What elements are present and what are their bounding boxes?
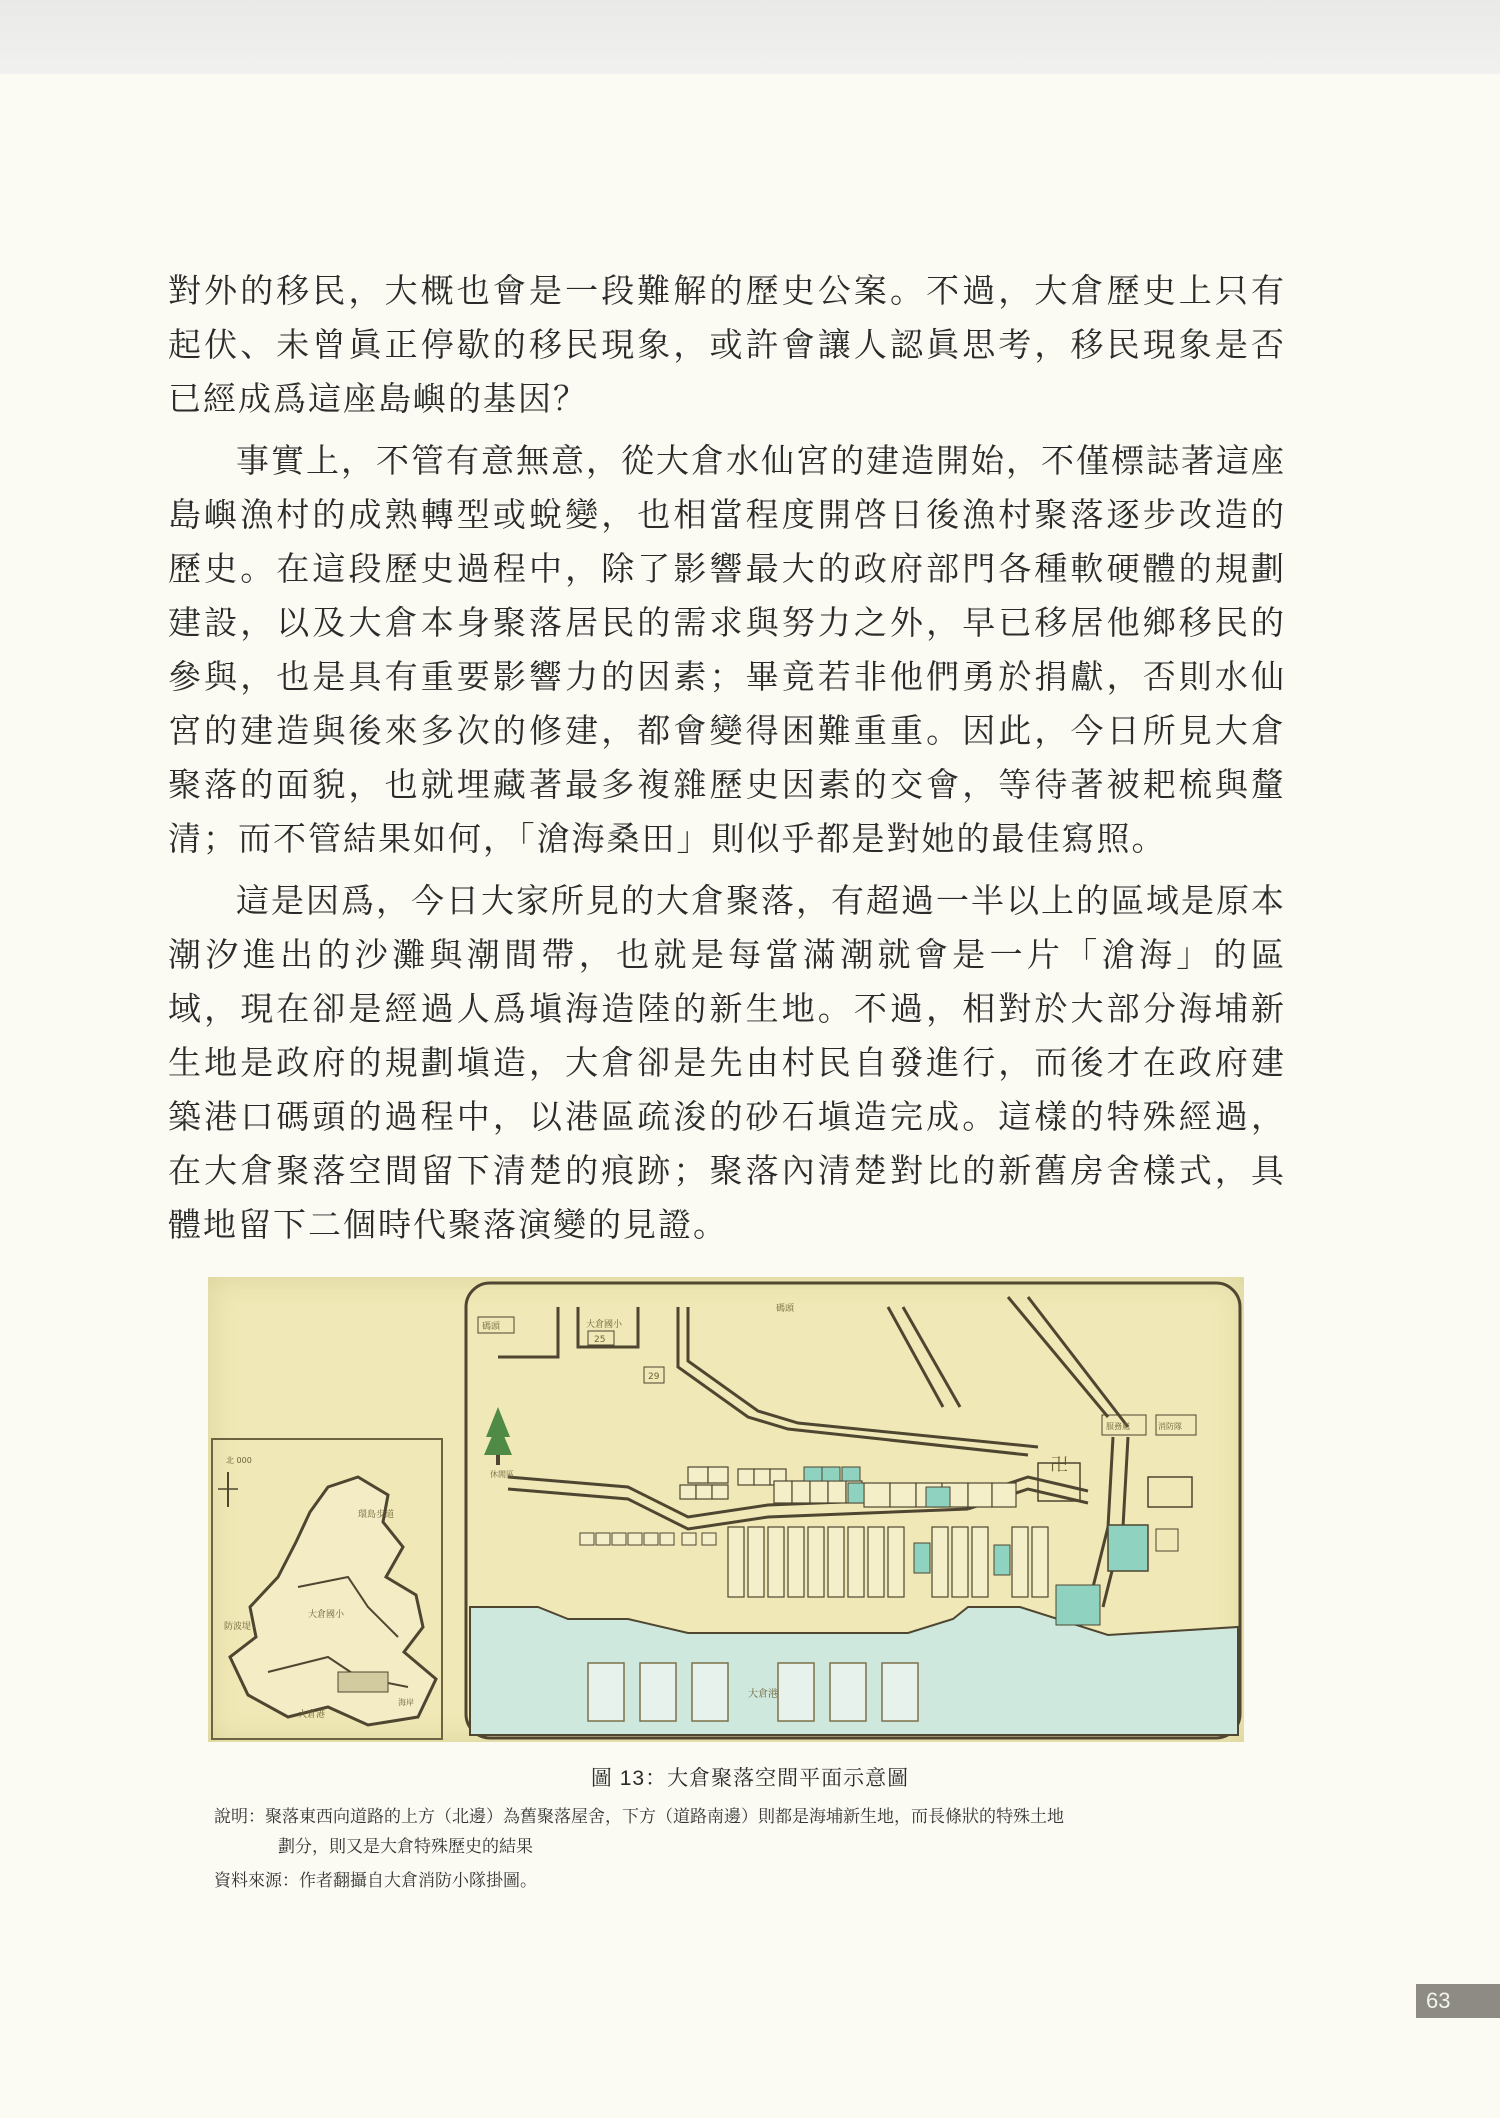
office-label: 服務處: [1106, 1422, 1130, 1431]
paragraph-1: 對外的移民，大概也會是一段難解的歷史公案。不過，大倉歷史上只有起伏、未曾眞正停歇的移民現象，或許會讓人認眞思考，移民現象是否已經成爲這座島嶼的基因？: [168, 271, 1286, 418]
note-label: 說明：: [214, 1807, 265, 1826]
body-text: [168, 264, 1286, 1252]
lot-29-label: 29: [648, 1372, 660, 1382]
settlement-map: [208, 1277, 1244, 1742]
harbor-building: [1108, 1525, 1148, 1571]
note-line-1: 聚落東西向道路的上方（北邊）為舊聚落屋舍，下方（道路南邊）則都是海埔新生地，而長條狀的特殊土地: [265, 1807, 1064, 1826]
inset-trail-label: 環島步道: [358, 1510, 395, 1520]
page-number: 63: [1416, 1984, 1500, 2018]
paragraph-3: 這是因爲，今日大家所見的大倉聚落，有超過一半以上的區域是原本潮汐進出的沙灘與潮間帶，也就是每當滿潮就會是一片「滄海」的區域，現在卻是經過人爲塡海造陸的新生地。不過，相對於大部分海埔新生地是政府的規劃塡造，大倉卻是先由村民自發進行，而後才在政府建築港口碼頭的過程中，以港區疏浚的砂石塡造完成。這樣的特殊經過，在大倉聚落空間留下清楚的痕跡；聚落內清楚對比的新舊房舍樣式，具體地留下二個時代聚落演變的見證。: [168, 881, 1286, 1244]
temple-icon: 卍: [1050, 1455, 1068, 1476]
note-line-2: 劃分，則又是大倉特殊歷史的結果: [278, 1837, 533, 1856]
inset-pier-label: 防波堤: [224, 1622, 252, 1632]
pavilion-label: 休閒區: [490, 1470, 514, 1479]
settlement-map-figure: [208, 1277, 1244, 1742]
paragraph-2: 事實上，不管有意無意，從大倉水仙宮的建造開始，不僅標誌著這座島嶼漁村的成熟轉型或蛻變，也相當程度開啓日後漁村聚落逐步改造的歷史。在這段歷史過程中，除了影響最大的政府部門各種軟硬體的規劃建設，以及大倉本身聚落居民的需求與努力之外，早已移居他鄉移民的參與，也是具有重要影響力的因素；畢竟若非他們勇於捐獻，否則水仙宮的建造與後來多次的修建，都會變得困難重重。因此，今日所見大倉聚落的面貌，也就埋藏著最多複雜歷史因素的交會，等待著被耙梳與釐清；而不管結果如何，「滄海桑田」則似乎都是對她的最佳寫照。: [168, 441, 1286, 858]
fire-station-label: 消防隊: [1158, 1422, 1182, 1431]
inset-island: [230, 1477, 436, 1725]
inset-school-label: 大倉國小: [308, 1610, 345, 1620]
school-label: 大倉國小: [586, 1320, 623, 1330]
scan-border: [0, 0, 1500, 74]
school-number: 25: [594, 1335, 606, 1345]
inset-harbor-label: 大倉港: [298, 1710, 326, 1720]
figure-caption: 圖 13：大倉聚落空間平面示意圖: [590, 1767, 910, 1790]
figure-note: [214, 1802, 1274, 1862]
figure-source: 資料來源：作者翻攝自大倉消防小隊掛圖。: [214, 1871, 537, 1890]
inset-north-label: 北 000: [226, 1456, 252, 1465]
bay-label: 大倉港: [748, 1689, 778, 1700]
inset-coast-label: 海岸: [398, 1698, 414, 1707]
top-left-label: 碼頭: [482, 1322, 501, 1332]
top-right-label: 碼頭: [776, 1304, 795, 1314]
